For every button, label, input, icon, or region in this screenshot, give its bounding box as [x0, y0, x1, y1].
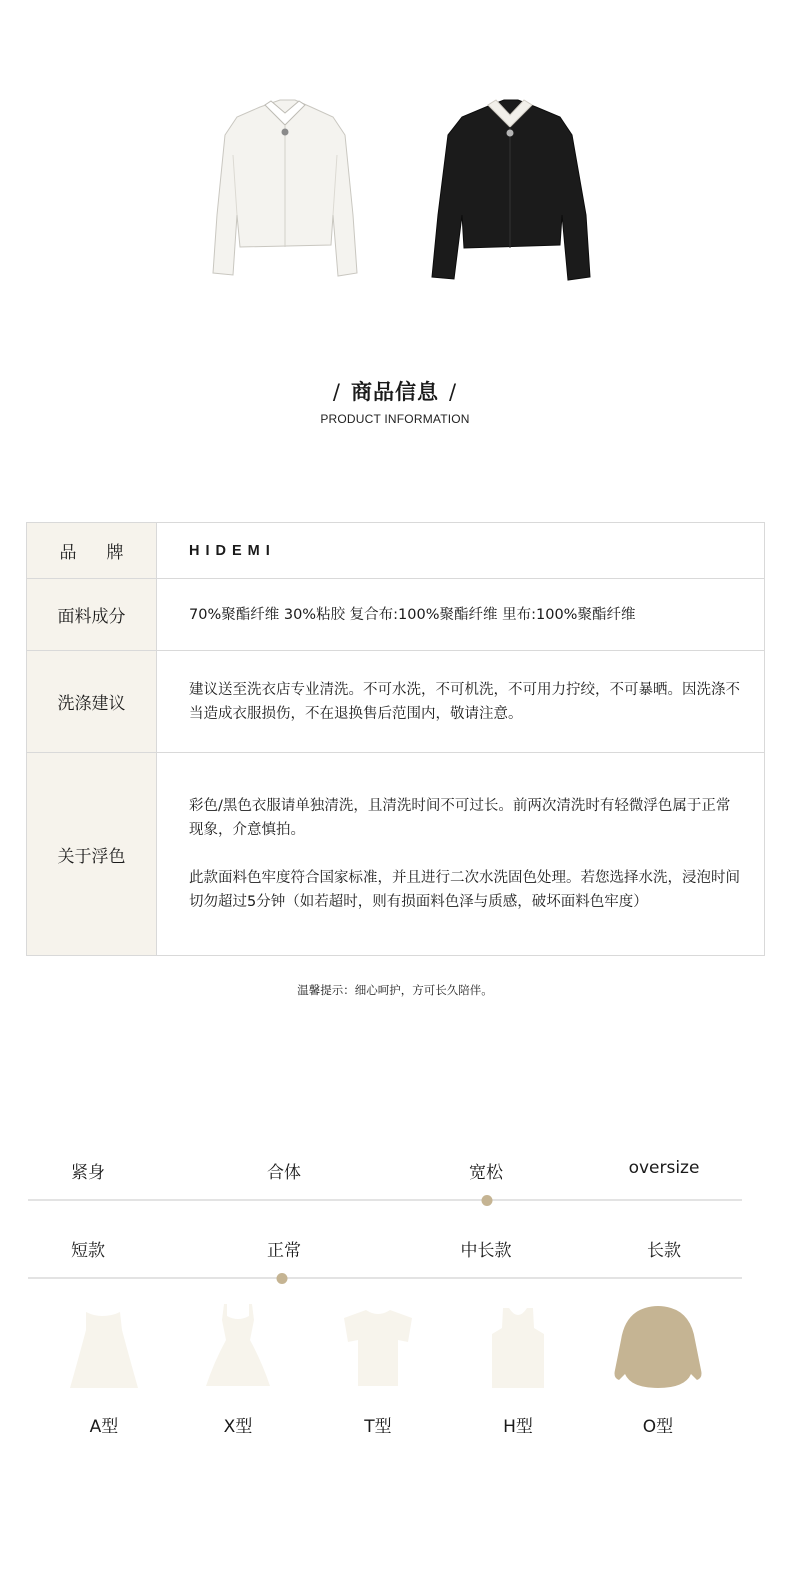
table-row-washing	[27, 651, 765, 753]
table-row-brand	[27, 523, 765, 579]
h-tank-icon	[478, 1300, 558, 1392]
silhouette-o	[608, 1300, 708, 1437]
table-row-fabric	[27, 579, 765, 651]
color-bleed-value	[157, 753, 765, 956]
fit-scale-track	[28, 1199, 742, 1201]
length-scale-track	[28, 1277, 742, 1279]
washing-label: 洗涤建议	[27, 651, 157, 753]
title-slash-right: /	[449, 380, 458, 404]
length-option-normal: 正常	[267, 1241, 301, 1261]
x-dress-icon	[198, 1300, 278, 1392]
silhouette-h-label: H型	[503, 1417, 533, 1437]
brand-value: HIDEMI	[157, 523, 765, 579]
care-tip: 温馨提示：细心呵护，方可长久陪伴。	[297, 983, 493, 997]
brand-label: 品牌	[27, 523, 157, 579]
washing-value: 建议送至洗衣店专业清洗。不可水洗，不可机洗，不可用力拧绞，不可暴晒。因洗涤不当造成衣服损伤，不在退换售后范围内，敬请注意。	[157, 651, 765, 753]
fit-scale	[28, 1158, 742, 1188]
section-title-text: 商品信息	[351, 380, 439, 404]
fit-option-regular: 合体	[267, 1163, 301, 1183]
silhouette-t-label: T型	[364, 1417, 392, 1437]
silhouette-a-label: A型	[89, 1417, 119, 1437]
silhouette-t	[328, 1300, 428, 1437]
silhouette-options	[0, 1300, 790, 1450]
color-bleed-paragraph-1: 彩色/黑色衣服请单独清洗，且清洗时间不可过长。前两次清洗时有轻微浮色属于正常现象，介意慎拍。	[189, 798, 731, 838]
fit-scale-indicator	[482, 1195, 493, 1206]
t-shirt-icon	[338, 1300, 418, 1392]
color-bleed-paragraph-2: 此款面料色牢度符合国家标准，并且进行二次水洗固色处理。若您选择水洗，浸泡时间切勿超过5分钟（如若超时，则有损面料色泽与质感，破坏面料色牢度）	[189, 870, 740, 910]
fit-option-loose: 宽松	[469, 1163, 503, 1183]
fabric-value: 70%聚酯纤维 30%粘胶 复合布:100%聚酯纤维 里布:100%聚酯纤维	[157, 579, 765, 651]
silhouette-x-label: X型	[223, 1417, 253, 1437]
section-header	[0, 376, 790, 426]
silhouette-a	[54, 1300, 154, 1437]
o-sweater-icon	[613, 1300, 703, 1392]
length-scale-indicator	[277, 1273, 288, 1284]
table-row-color-bleed	[27, 753, 765, 956]
section-subtitle: PRODUCT INFORMATION	[320, 412, 470, 426]
length-scale	[28, 1236, 742, 1266]
silhouette-h	[468, 1300, 568, 1437]
fit-option-tight: 紧身	[71, 1163, 105, 1183]
length-option-mid-long: 中长款	[460, 1241, 512, 1261]
length-option-long: 长款	[647, 1241, 681, 1261]
fabric-label: 面料成分	[27, 579, 157, 651]
product-info-table	[26, 522, 765, 956]
white-jacket-image	[205, 95, 365, 284]
color-bleed-label: 关于浮色	[27, 753, 157, 956]
length-option-short: 短款	[71, 1241, 105, 1261]
black-jacket-image	[428, 95, 593, 289]
fit-option-oversize: oversize	[628, 1158, 700, 1178]
silhouette-x	[188, 1300, 288, 1437]
title-slash-left: /	[332, 380, 341, 404]
a-line-icon	[64, 1300, 144, 1392]
section-title	[0, 376, 790, 406]
product-images	[0, 95, 790, 295]
silhouette-o-label: O型	[642, 1417, 674, 1437]
